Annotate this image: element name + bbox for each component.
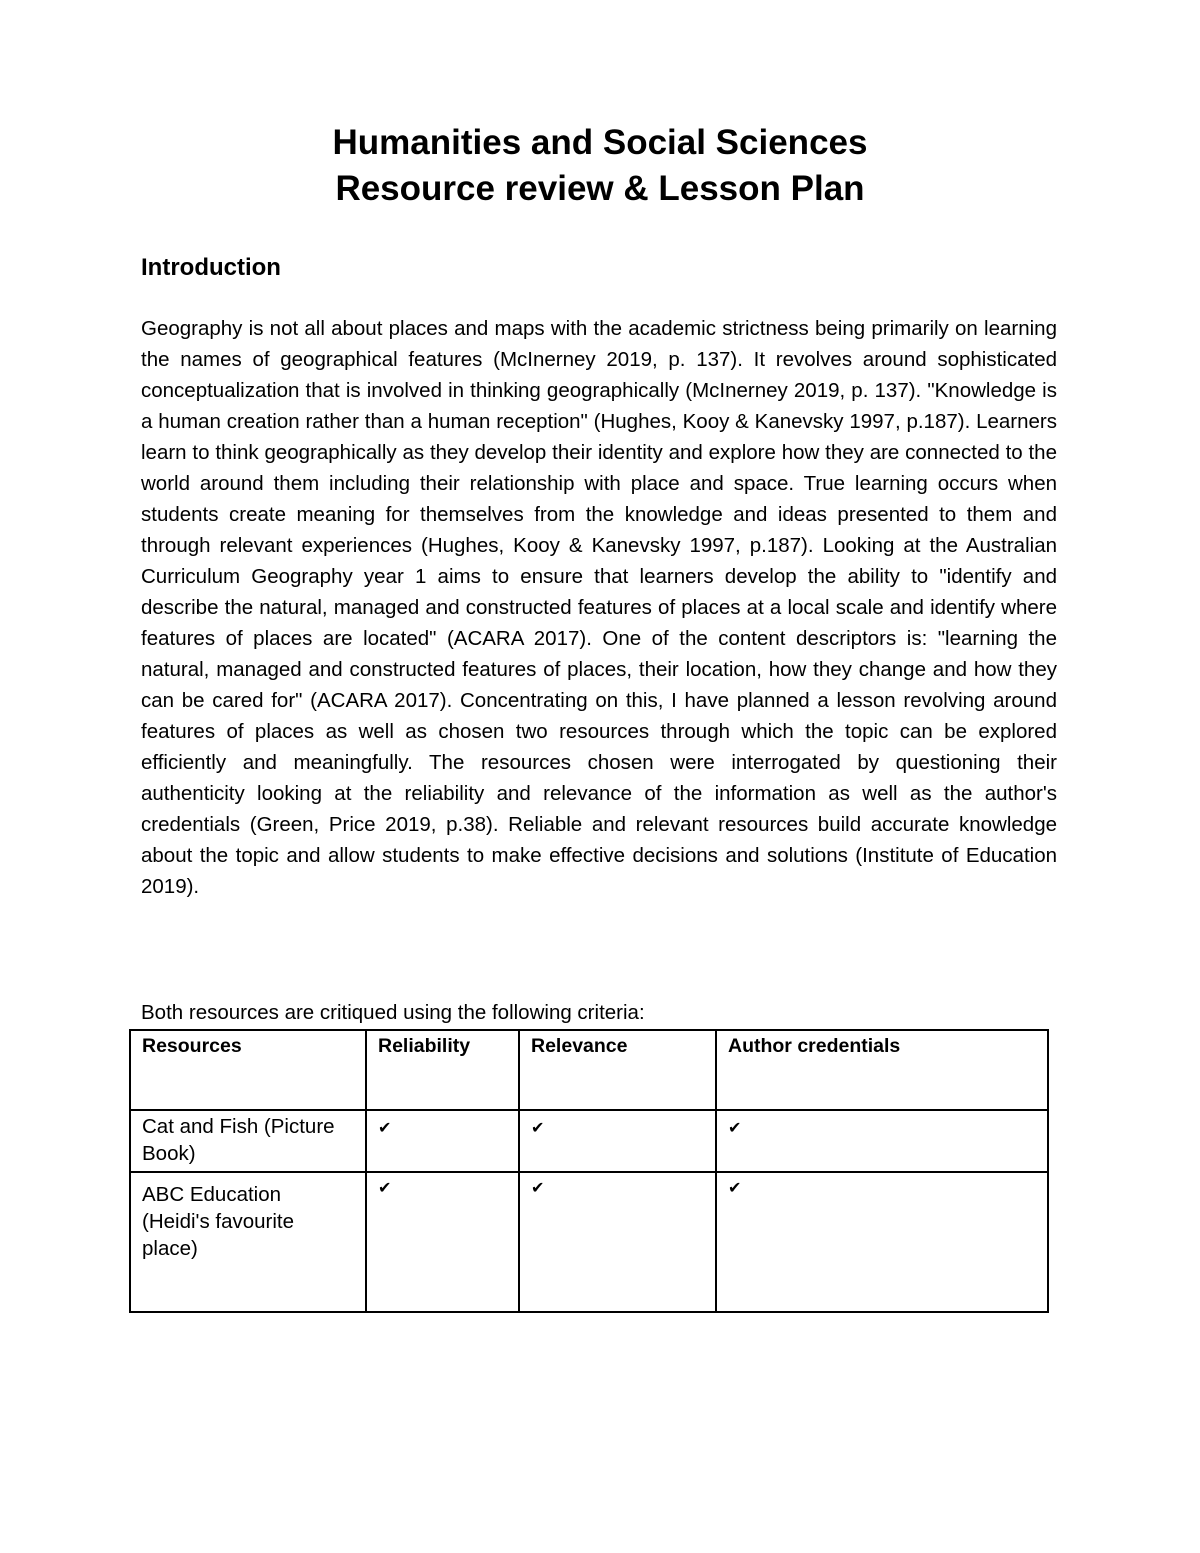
- table-row: [130, 1110, 1048, 1172]
- header-resources: Resources: [130, 1030, 366, 1110]
- check-icon: ✔: [531, 1118, 545, 1137]
- criteria-intro-text: Both resources are critiqued using the following criteria:: [141, 1001, 645, 1024]
- check-icon: ✔: [378, 1178, 392, 1197]
- check-icon: ✔: [378, 1118, 392, 1137]
- author-credentials-cell: [716, 1110, 1048, 1172]
- table-header-row: [130, 1030, 1048, 1110]
- section-heading-introduction: Introduction: [141, 254, 281, 281]
- author-credentials-cell: [716, 1172, 1048, 1312]
- reliability-cell: [366, 1172, 519, 1312]
- introduction-paragraph: Geography is not all about places and maps with the academic strictness being primarily on learning the names of geographical features (McInerney 2019, p. 137). It revolves around sophisticated conceptualization that is involved in thinking geographically (McInerney 2019, p. 137). "Knowledge is a human creation rather than a human reception" (Hughes, Kooy & Kanevsky 1997, p.187). Learners learn to think geographically as they develop their identity and explore how they are connected to the world around them including their relationship with place and space. True learning occurs when students create meaning for themselves from the knowledge and ideas presented to them and through relevant experiences (Hughes, Kooy & Kanevsky 1997, p.187). Looking at the Australian Curriculum Geography year 1 aims to ensure that learners develop the ability to "identify and describe the natural, managed and constructed features of places at a local scale and identify where features of places are located" (ACARA 2017). One of the content descriptors is: "learning the natural, managed and constructed features of places, their location, how they change and how they can be cared for" (ACARA 2017). Concentrating on this, I have planned a lesson revolving around features of places as well as chosen two resources through which the topic can be explored efficiently and meaningfully. The resources chosen were interrogated by questioning their authenticity looking at the reliability and relevance of the information as well as the author's credentials (Green, Price 2019, p.38). Reliable and relevant resources build accurate knowledge about the topic and allow students to make effective decisions and solutions (Institute of Education 2019).: [141, 317, 1057, 898]
- relevance-cell: [519, 1110, 716, 1172]
- check-icon: ✔: [728, 1118, 742, 1137]
- title-line-2: Resource review & Lesson Plan: [335, 169, 865, 208]
- reliability-cell: [366, 1110, 519, 1172]
- check-icon: ✔: [531, 1178, 545, 1197]
- table-row: [130, 1172, 1048, 1312]
- header-relevance: Relevance: [519, 1030, 716, 1110]
- check-icon: ✔: [728, 1178, 742, 1197]
- header-author-credentials: Author credentials: [716, 1030, 1048, 1110]
- relevance-cell: [519, 1172, 716, 1312]
- criteria-table: [129, 1029, 1049, 1313]
- header-reliability: Reliability: [366, 1030, 519, 1110]
- document-title: [0, 120, 1200, 212]
- resource-cell: Cat and Fish (Picture Book): [130, 1110, 366, 1172]
- title-line-1: Humanities and Social Sciences: [332, 123, 868, 162]
- resource-cell: ABC Education (Heidi's favourite place): [130, 1172, 366, 1312]
